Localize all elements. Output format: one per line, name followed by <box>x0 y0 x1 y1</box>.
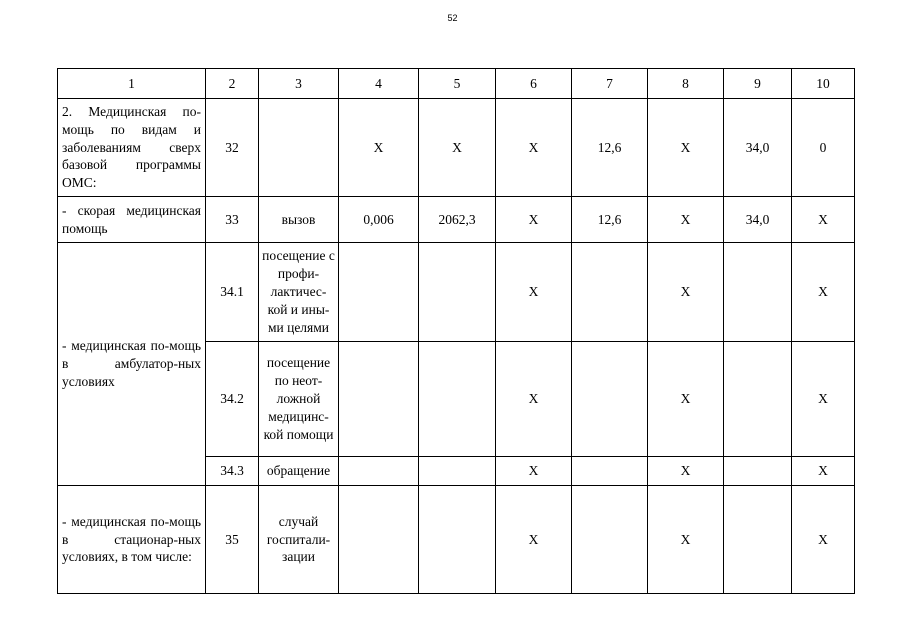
table-row <box>58 99 855 197</box>
table-cell: X <box>496 197 572 243</box>
table-cell <box>724 342 792 457</box>
table-row <box>58 197 855 243</box>
table-cell: X <box>496 342 572 457</box>
row-unit-cell: посещение с профи-лактичес-кой и ины-ми целями <box>259 243 339 342</box>
table-cell: X <box>792 457 855 486</box>
table-cell: X <box>648 99 724 197</box>
data-table <box>57 68 855 594</box>
header-cell: 8 <box>648 69 724 99</box>
header-cell: 6 <box>496 69 572 99</box>
header-cell: 5 <box>419 69 496 99</box>
row-unit-cell <box>259 99 339 197</box>
table-cell: X <box>792 243 855 342</box>
header-cell: 2 <box>206 69 259 99</box>
table-cell: 0 <box>792 99 855 197</box>
page-number: 52 <box>447 13 458 23</box>
table-cell: X <box>792 342 855 457</box>
table-cell: 34,0 <box>724 99 792 197</box>
table-cell: 34,0 <box>724 197 792 243</box>
row-code-cell: 34.2 <box>206 342 259 457</box>
table-cell: X <box>339 99 419 197</box>
table-cell: X <box>792 486 855 594</box>
table-cell: 12,6 <box>572 99 648 197</box>
table-cell: X <box>648 243 724 342</box>
row-code-cell: 34.1 <box>206 243 259 342</box>
table-cell: X <box>648 197 724 243</box>
table-cell <box>339 486 419 594</box>
table-cell <box>339 342 419 457</box>
table-cell: X <box>792 197 855 243</box>
table-cell: X <box>496 486 572 594</box>
table-cell <box>572 486 648 594</box>
table-cell <box>339 243 419 342</box>
table-cell: 0,006 <box>339 197 419 243</box>
row-code-cell: 32 <box>206 99 259 197</box>
header-cell: 10 <box>792 69 855 99</box>
header-cell: 1 <box>58 69 206 99</box>
row-code-cell: 35 <box>206 486 259 594</box>
table-cell: X <box>419 99 496 197</box>
table-cell <box>572 457 648 486</box>
table-cell <box>419 243 496 342</box>
row-unit-cell: вызов <box>259 197 339 243</box>
row-name-cell: - скорая медицинская помощь <box>58 197 206 243</box>
table-cell: X <box>496 99 572 197</box>
row-name-cell: 2. Медицинская по-мощь по видам и заболеваниям сверх базовой программы ОМС: <box>58 99 206 197</box>
table-header-row <box>58 69 855 99</box>
table-row <box>58 243 855 342</box>
table-cell <box>419 457 496 486</box>
header-cell: 7 <box>572 69 648 99</box>
header-cell: 4 <box>339 69 419 99</box>
table-cell <box>724 486 792 594</box>
table-cell: X <box>648 486 724 594</box>
table-cell <box>572 342 648 457</box>
row-code-cell: 33 <box>206 197 259 243</box>
table-cell: X <box>648 457 724 486</box>
table-cell: 2062,3 <box>419 197 496 243</box>
row-name-cell: - медицинская по-мощь в стационар-ных условиях, в том числе: <box>58 486 206 594</box>
table-row <box>58 486 855 594</box>
row-code-cell: 34.3 <box>206 457 259 486</box>
table-cell: X <box>648 342 724 457</box>
table-cell: X <box>496 457 572 486</box>
row-unit-cell: посещение по неот-ложной медицинс-кой помощи <box>259 342 339 457</box>
row-unit-cell: случай госпитали-зации <box>259 486 339 594</box>
table-cell <box>724 457 792 486</box>
table-cell: 12,6 <box>572 197 648 243</box>
table-cell <box>419 486 496 594</box>
row-name-cell: - медицинская по-мощь в амбулатор-ных условиях <box>58 243 206 486</box>
header-cell: 9 <box>724 69 792 99</box>
table-cell <box>572 243 648 342</box>
table-cell <box>339 457 419 486</box>
table-cell: X <box>496 243 572 342</box>
header-cell: 3 <box>259 69 339 99</box>
row-unit-cell: обращение <box>259 457 339 486</box>
table-cell <box>724 243 792 342</box>
table-cell <box>419 342 496 457</box>
